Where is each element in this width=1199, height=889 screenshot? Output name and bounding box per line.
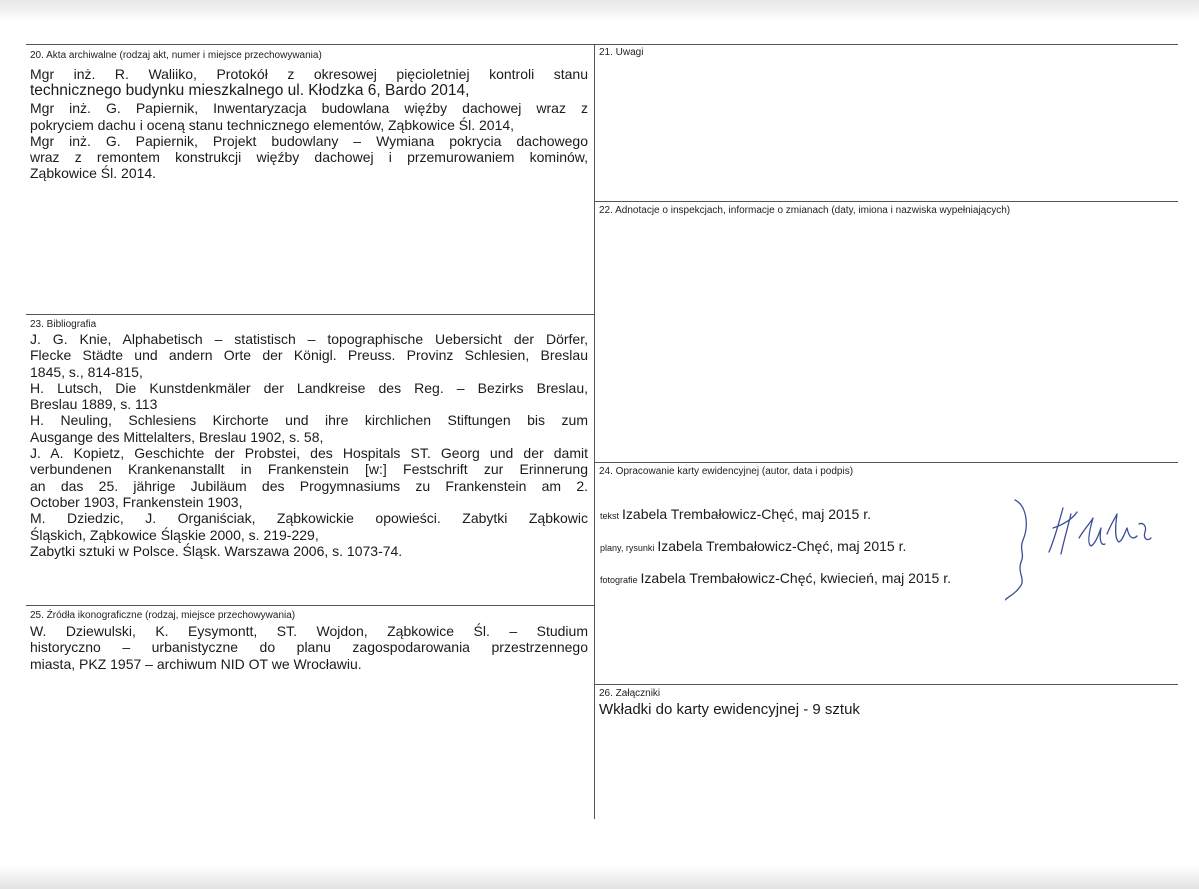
section-23-bibliography	[30, 319, 588, 559]
text-line: H. Neuling, Schlesiens Kirchorte und ihre kirchlichen Stiftungen bis zum	[30, 412, 588, 429]
text-line: W. Dziewulski, K. Eysymontt, ST. Wojdon, Ząbkowice Śl. – Studium	[30, 623, 588, 639]
section-20-archival-records	[30, 50, 588, 182]
rule-26	[595, 684, 1178, 685]
tekst-label: tekst	[600, 511, 620, 521]
text-line: Zabytki sztuki w Polsce. Śląsk. Warszawa 2006, s. 1073-74.	[30, 542, 403, 559]
section-26-label: 26. Załączniki	[599, 688, 661, 699]
text-line: verbundenen Krankenanstallt in Frankenstein [w:] Festschrift zur Erinnerung	[30, 461, 588, 478]
foto-label: fotografie	[600, 575, 638, 585]
section-22-label: 22. Adnotacje o inspekcjach, informacje o zmianach (daty, imiona i nazwiska wypełniających)	[599, 205, 1011, 216]
text-line: J. A. Kopietz, Geschichte der Probstei, des Hospitals ST. Georg und der damit	[30, 445, 588, 462]
rule-23	[26, 314, 595, 315]
authorship-row-photos	[600, 570, 951, 586]
text-line: Mgr inż. R. Waliiko, Protokół z okresowej pięcioletniej kontroli stanu	[30, 66, 588, 82]
text-line: M. Dziedzic, J. Organiściak, Ząbkowickie opowieści. Zabytki Ząbkowic	[30, 510, 588, 527]
text-line: J. G. Knie, Alphabetisch – statistisch – topographische Uebersicht der Dörfer,	[30, 331, 588, 347]
section-23-label: 23. Bibliografia	[30, 319, 97, 330]
text-line: pokryciem dachu i oceną stanu technicznego elementów, Ząbkowice Śl. 2014,	[30, 116, 515, 133]
section-26-attachments	[599, 688, 860, 718]
text-line: miasta, PKZ 1957 – archiwum NID OT we Wrocławiu.	[30, 655, 362, 672]
foto-value: Izabela Trembałowicz-Chęć, kwiecień, maj 2015 r.	[640, 570, 951, 586]
section-20-text	[30, 66, 588, 182]
authorship-row-drawings	[600, 538, 906, 554]
section-20-label: 20. Akta archiwalne (rodzaj akt, numer i miejsce przechowywania)	[30, 50, 322, 61]
plany-value: Izabela Trembałowicz-Chęć, maj 2015 r.	[657, 538, 907, 554]
text-line: Ząbkowice Śl. 2014.	[30, 165, 157, 182]
plany-label: plany, rysunki	[600, 543, 655, 553]
text-line: Śląskich, Ząbkowice Śląskie 2000, s. 219-229,	[30, 526, 319, 543]
rule-22	[595, 201, 1178, 202]
section-22-inspection-notes	[599, 205, 1010, 217]
section-24-card-authorship	[599, 466, 853, 478]
text-line: Flecke Städte und andern Orte der Königl. Preuss. Provinz Schlesien, Breslau	[30, 347, 588, 364]
rule-25	[26, 605, 595, 606]
text-line: an das 25. jährige Jubiläum des Progymnasiums zu Frankenstein am 2.	[30, 477, 588, 494]
section-21-label: 21. Uwagi	[599, 47, 644, 58]
text-line: October 1903, Frankenstein 1903,	[30, 493, 243, 510]
attachments-value: Wkładki do karty ewidencyjnej - 9 sztuk	[599, 701, 860, 718]
section-21-remarks	[599, 47, 643, 59]
text-line: historyczno – urbanistyczne do planu zagospodarowania przestrzennego	[30, 639, 588, 656]
scan-edge-bottom	[0, 866, 1199, 889]
section-23-text	[30, 331, 588, 559]
text-line: wraz z remontem konstrukcji więźby dachowej i przemurowaniem kominów,	[30, 149, 588, 166]
rule-24	[595, 462, 1178, 463]
column-divider	[594, 44, 595, 819]
section-25-text	[30, 623, 588, 672]
text-line: 1845, s., 814-815,	[30, 363, 143, 380]
text-line: Mgr inż. G. Papiernik, Inwentaryzacja budowlana więźby dachowej wraz z	[30, 100, 588, 117]
text-line: H. Lutsch, Die Kunstdenkmäler der Landkreise des Reg. – Bezirks Breslau,	[30, 379, 588, 396]
text-line: technicznego budynku mieszkalnego ul. Kłodzka 6, Bardo 2014,	[30, 82, 470, 100]
authorship-row-text	[600, 506, 871, 522]
tekst-value: Izabela Trembałowicz-Chęć, maj 2015 r.	[622, 506, 872, 522]
section-25-iconographic-sources	[30, 610, 588, 672]
text-line: Mgr inż. G. Papiernik, Projekt budowlany – Wymiana pokrycia dachowego	[30, 132, 588, 149]
section-24-label: 24. Opracowanie karty ewidencyjnej (autor, data i podpis)	[599, 466, 854, 477]
section-25-label: 25. Źródła ikonograficzne (rodzaj, miejsce przechowywania)	[30, 610, 296, 621]
text-line: Breslau 1889, s. 113	[30, 396, 158, 413]
top-rule	[26, 44, 1178, 45]
scan-edge-top	[0, 0, 1199, 22]
text-line: Ausgange des Mittelalters, Breslau 1902, s. 58,	[30, 428, 324, 445]
handwritten-signature	[1005, 488, 1155, 608]
